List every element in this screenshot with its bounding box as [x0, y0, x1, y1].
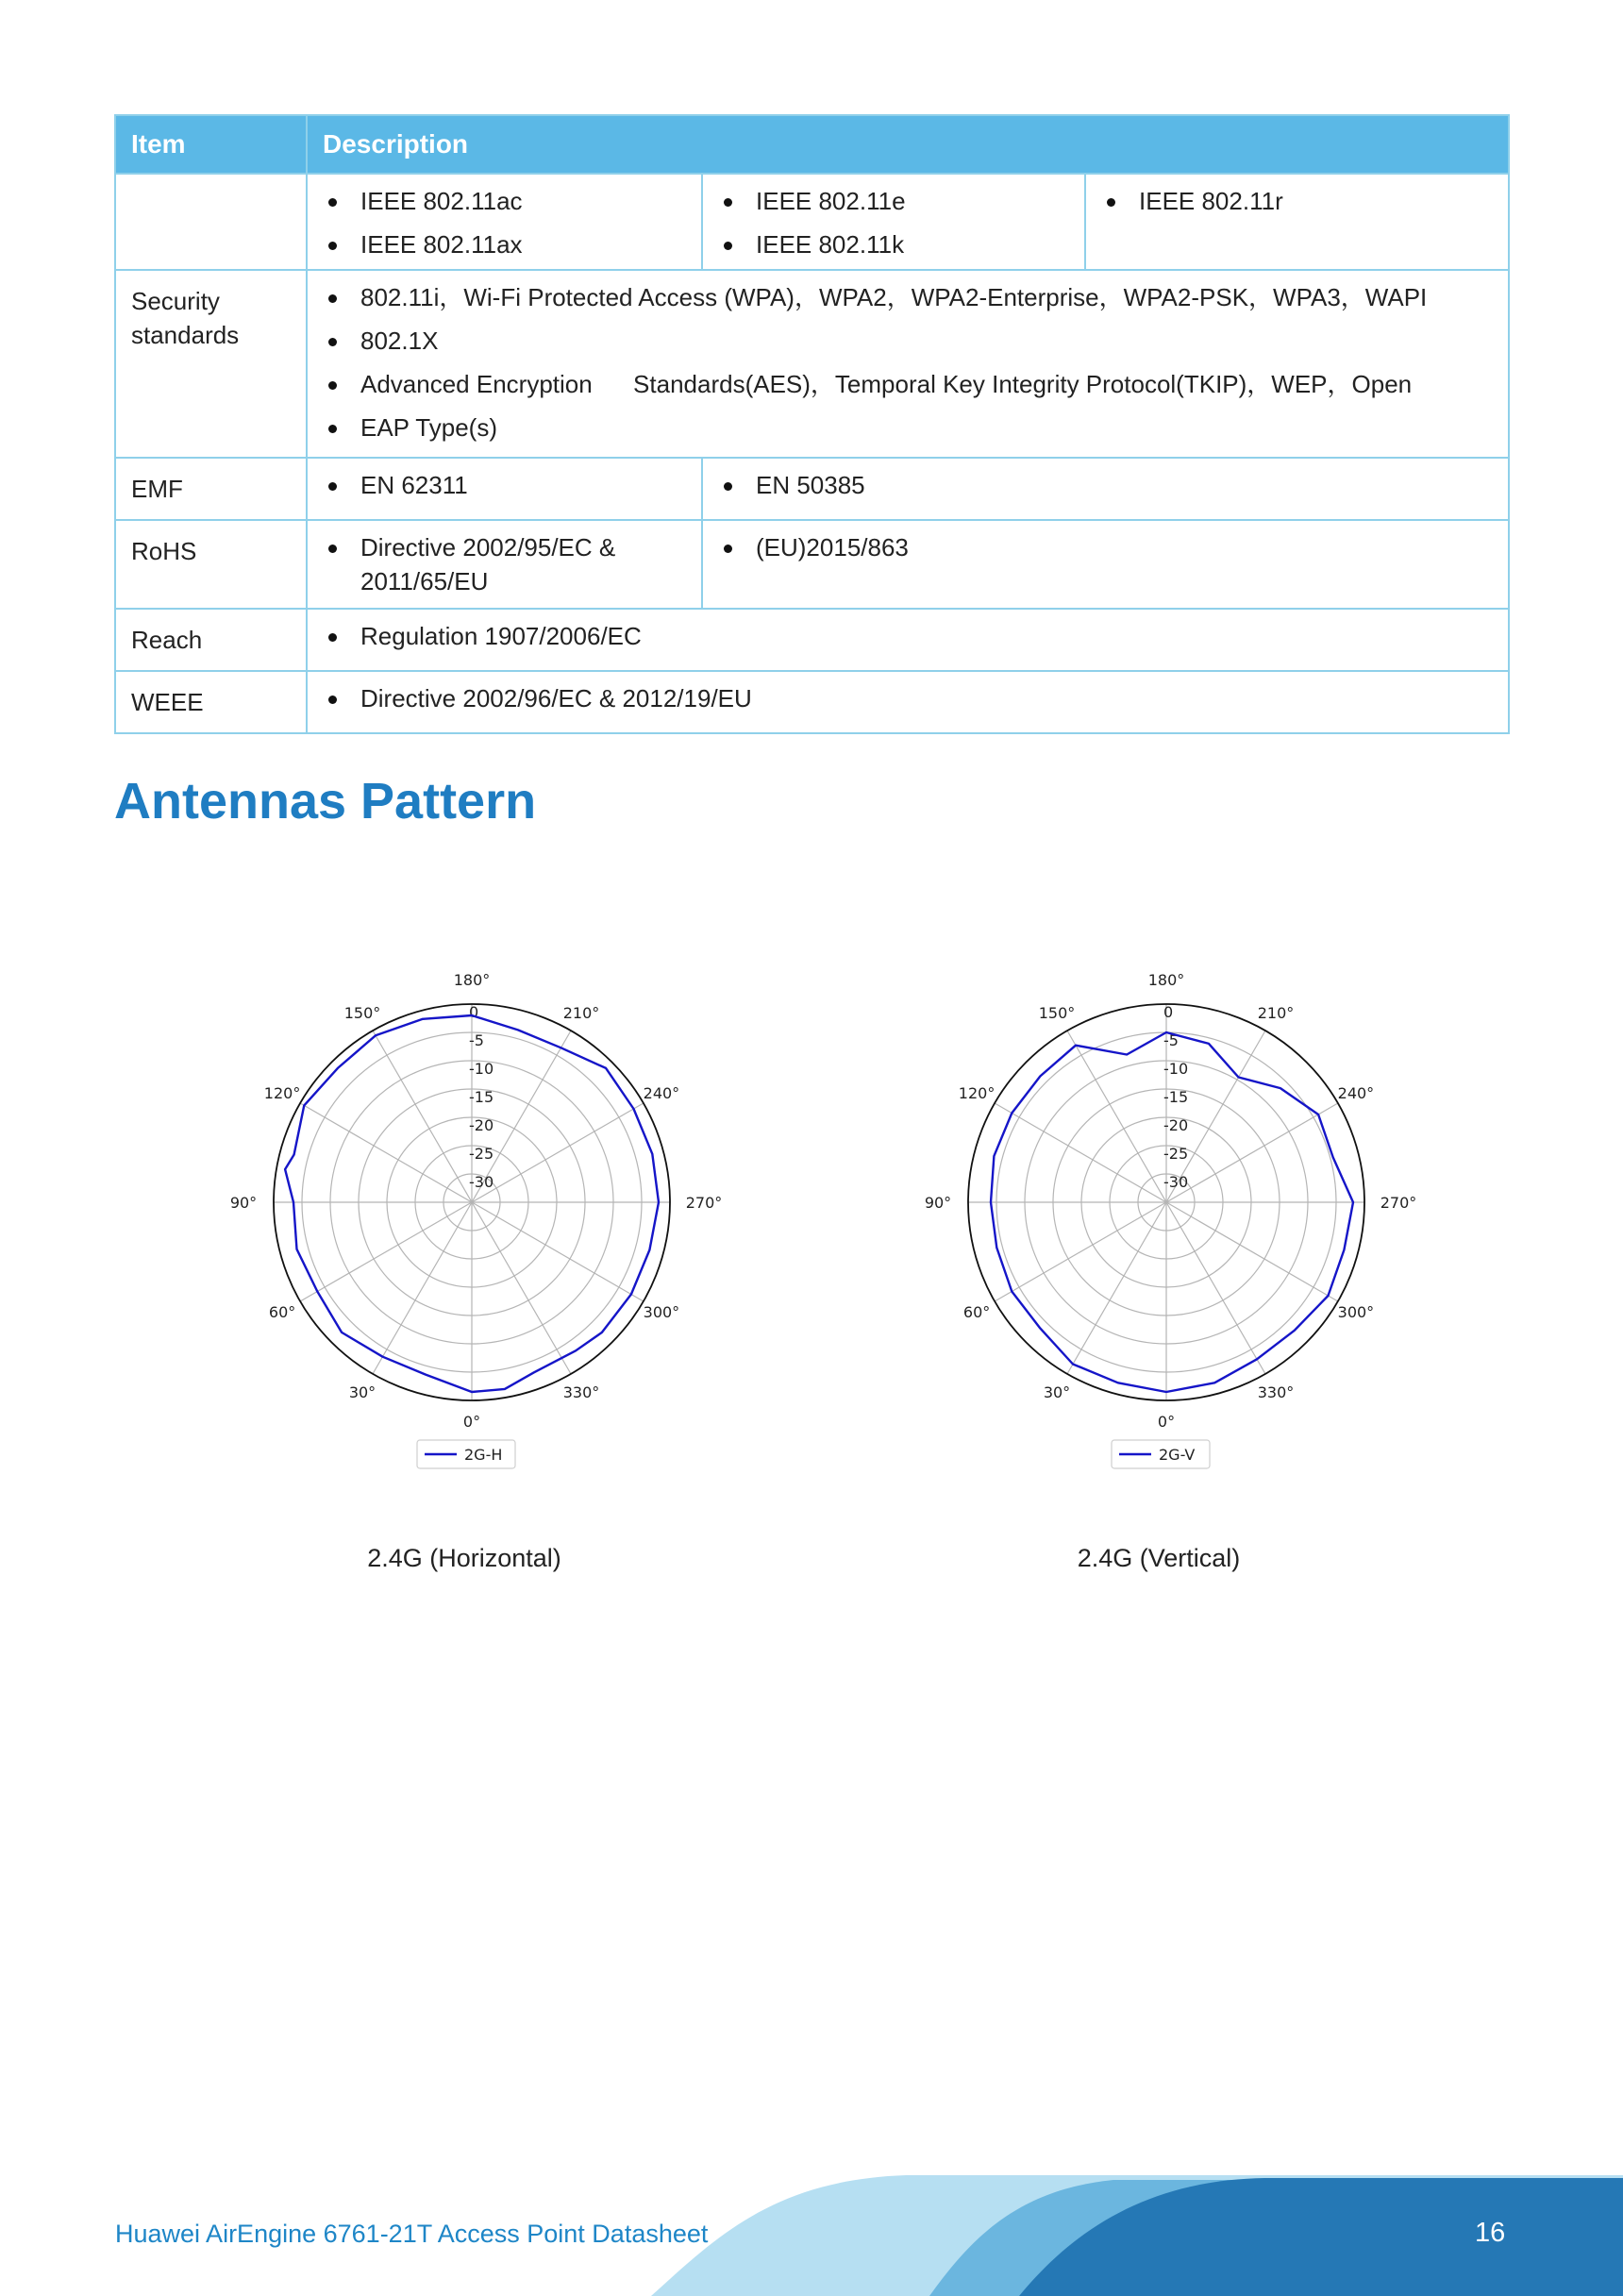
angle-tick-label: 180° — [453, 971, 491, 989]
table-row-rohs — [115, 520, 1509, 609]
radial-tick-label: -25 — [1163, 1145, 1189, 1163]
angle-tick-label: 270° — [685, 1194, 723, 1212]
angle-tick-label: 90° — [229, 1194, 258, 1212]
grid-spoke — [300, 1103, 472, 1202]
grid-spoke — [1166, 1202, 1265, 1374]
grid-spoke — [373, 1031, 472, 1202]
table-row-security — [115, 270, 1509, 458]
table-row-wifi — [115, 174, 1509, 270]
legend-label: 2G-H — [464, 1446, 503, 1464]
list-item: 802.11i，Wi-Fi Protected Access (WPA)，WPA2，WPA2-Enterprise，WPA2-PSK，WPA3，WAPI — [323, 280, 1493, 314]
desc-cell — [307, 270, 1509, 458]
caption-horizontal: 2.4G (Horizontal) — [367, 1544, 561, 1572]
angle-tick-label: 240° — [1337, 1084, 1375, 1102]
desc-cell — [702, 520, 1509, 609]
radial-tick-label: -30 — [1163, 1173, 1189, 1191]
list-item: (EU)2015/863 — [718, 530, 1493, 564]
legend-label: 2G-V — [1159, 1446, 1196, 1464]
item-cell-weee: WEEE — [115, 671, 307, 733]
list-item: EN 62311 — [323, 468, 686, 502]
table-row-reach — [115, 609, 1509, 671]
table-header-row — [115, 115, 1509, 174]
angle-tick-label: 300° — [1337, 1303, 1375, 1321]
list-item: Advanced Encryption Standards(AES)，Temporal Key Integrity Protocol(TKIP)，WEP，Open — [323, 367, 1493, 401]
angle-tick-label: 150° — [1038, 1004, 1076, 1023]
angle-tick-label: 210° — [1257, 1004, 1295, 1023]
angle-tick-label: 180° — [1147, 971, 1185, 989]
header-item: Item — [115, 115, 307, 174]
angle-tick-label: 210° — [562, 1004, 600, 1023]
angle-tick-label: 0° — [1157, 1413, 1176, 1431]
radial-tick-label: -10 — [1163, 1060, 1189, 1078]
desc-cell — [307, 609, 1509, 671]
list-item: EN 50385 — [718, 468, 1493, 502]
radial-tick-label: -15 — [469, 1088, 494, 1106]
radial-tick-label: -30 — [469, 1173, 494, 1191]
list-item: IEEE 802.11e — [718, 184, 1069, 218]
angle-tick-label: 270° — [1380, 1194, 1417, 1212]
desc-cell — [702, 458, 1509, 520]
list-item: IEEE 802.11r — [1101, 184, 1493, 218]
grid-spoke — [300, 1202, 472, 1301]
angle-tick-label: 0° — [462, 1413, 481, 1431]
grid-spoke — [1067, 1202, 1166, 1374]
section-title: Antennas Pattern — [114, 773, 537, 830]
radial-tick-label: -20 — [1163, 1116, 1189, 1134]
chart-legend — [1112, 1440, 1210, 1468]
desc-cell — [307, 458, 702, 520]
table-row-emf — [115, 458, 1509, 520]
list-item: Directive 2002/96/EC & 2012/19/EU — [323, 681, 1493, 715]
list-item: 802.1X — [323, 324, 1493, 358]
list-item: EAP Type(s) — [323, 411, 1493, 444]
grid-spoke — [373, 1202, 472, 1374]
radial-tick-label: 0 — [1163, 1003, 1174, 1021]
grid-spoke — [1166, 1202, 1338, 1301]
list-item: IEEE 802.11ac — [323, 184, 686, 218]
grid-spoke — [472, 1202, 571, 1374]
desc-cell — [1085, 174, 1509, 270]
header-description: Description — [307, 115, 1509, 174]
radial-tick-label: -25 — [469, 1145, 494, 1163]
spec-table — [114, 114, 1510, 734]
angle-tick-label: 90° — [924, 1194, 952, 1212]
radial-tick-label: -15 — [1163, 1088, 1189, 1106]
item-cell-security: Security standards — [115, 270, 307, 458]
desc-cell — [307, 671, 1509, 733]
footer-title: Huawei AirEngine 6761-21T Access Point Datasheet — [115, 2220, 709, 2248]
polar-chart-vertical — [912, 953, 1421, 1482]
grid-spoke — [472, 1202, 644, 1301]
angle-tick-label: 150° — [343, 1004, 381, 1023]
angle-tick-label: 300° — [643, 1303, 680, 1321]
radial-tick-label: -5 — [1163, 1031, 1179, 1049]
list-item: Directive 2002/95/EC & 2011/65/EU — [323, 530, 644, 598]
angle-tick-label: 60° — [962, 1303, 991, 1321]
grid-spoke — [995, 1103, 1166, 1202]
caption-vertical: 2.4G (Vertical) — [1077, 1544, 1241, 1572]
desc-cell — [307, 174, 702, 270]
radial-tick-label: -20 — [469, 1116, 494, 1134]
radial-tick-label: 0 — [469, 1003, 479, 1021]
page-number: 16 — [1475, 2218, 1506, 2248]
radial-tick-label: -10 — [469, 1060, 494, 1078]
item-cell-reach: Reach — [115, 609, 307, 671]
radial-tick-label: -5 — [469, 1031, 484, 1049]
angle-tick-label: 330° — [1257, 1383, 1295, 1401]
angle-tick-label: 30° — [348, 1383, 376, 1401]
item-cell-rohs: RoHS — [115, 520, 307, 609]
grid-spoke — [472, 1103, 644, 1202]
angle-tick-label: 120° — [958, 1084, 996, 1102]
grid-spoke — [995, 1202, 1166, 1301]
item-cell-wifi — [115, 174, 307, 270]
list-item: IEEE 802.11ax — [323, 227, 686, 261]
grid-spoke — [1067, 1031, 1166, 1202]
angle-tick-label: 330° — [562, 1383, 600, 1401]
polar-chart-horizontal — [217, 953, 727, 1482]
angle-tick-label: 240° — [643, 1084, 680, 1102]
grid-spoke — [1166, 1103, 1338, 1202]
list-item: IEEE 802.11k — [718, 227, 1069, 261]
angle-tick-label: 120° — [263, 1084, 301, 1102]
chart-legend — [417, 1440, 515, 1468]
item-cell-emf: EMF — [115, 458, 307, 520]
desc-cell — [702, 174, 1085, 270]
angle-tick-label: 60° — [268, 1303, 296, 1321]
list-item: Regulation 1907/2006/EC — [323, 619, 1493, 653]
table-row-weee — [115, 671, 1509, 733]
desc-cell — [307, 520, 702, 609]
angle-tick-label: 30° — [1043, 1383, 1071, 1401]
